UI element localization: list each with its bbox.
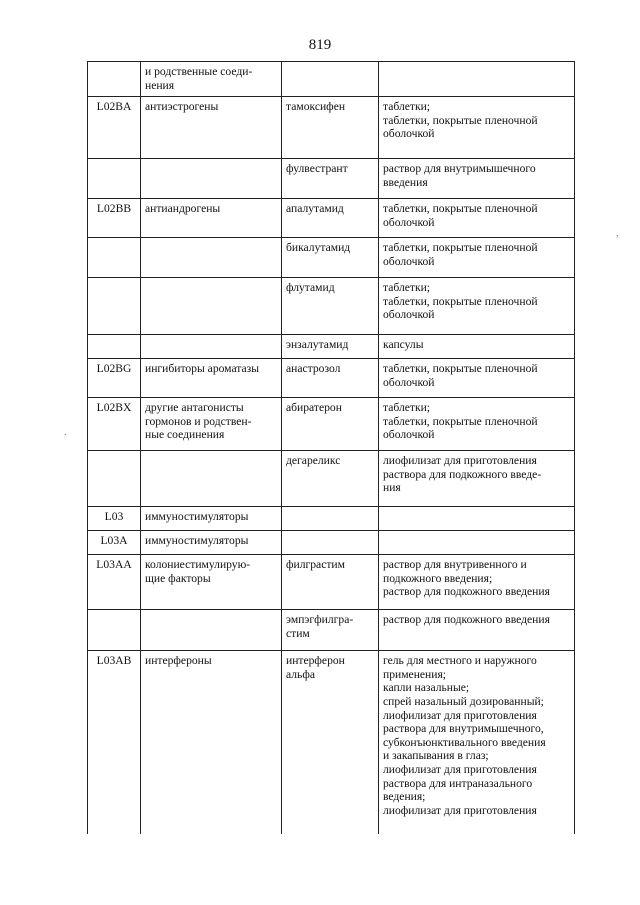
dosage-form-cell [379, 507, 575, 531]
drug-name-text: фулвестрант [286, 162, 348, 176]
drug-name-text: апалутамид [286, 202, 344, 216]
group-name-text: иммуностимуляторы [145, 534, 249, 548]
atc-code-text: L03A [100, 534, 128, 548]
group-name-cell [141, 507, 282, 531]
dosage-form-text: раствор для внутримышечного введения [383, 162, 536, 189]
group-name-text: интерфероны [145, 654, 212, 668]
dosage-form-text: раствор для подкожного введения [383, 613, 550, 627]
group-name-text: другие антагонисты гормонов и родствен- ные соединения [145, 401, 252, 442]
group-name-cell [141, 62, 282, 97]
group-name-cell [141, 555, 282, 610]
drug-name-cell [282, 335, 379, 359]
atc-code-cell [88, 507, 141, 531]
page-number: 819 [308, 37, 332, 53]
drug-classification-table [87, 61, 575, 834]
dosage-form-cell [379, 610, 575, 651]
atc-code-text: L02BB [96, 202, 132, 216]
margin-mark: , [616, 228, 619, 239]
group-name-cell [141, 238, 282, 278]
atc-code-text: L03 [104, 510, 124, 524]
dosage-form-cell [379, 651, 575, 834]
atc-code-text: L03AB [96, 654, 132, 668]
atc-code-cell [88, 555, 141, 610]
group-name-cell [141, 359, 282, 398]
dosage-form-text: таблетки; таблетки, покрытые пленочной оболочкой [383, 281, 538, 322]
drug-name-text: абиратерон [286, 401, 342, 415]
dosage-form-cell [379, 238, 575, 278]
drug-name-text: флутамид [286, 281, 335, 295]
group-name-cell [141, 451, 282, 507]
table-row [88, 507, 575, 531]
atc-code-cell [88, 359, 141, 398]
drug-name-cell [282, 159, 379, 199]
atc-code-cell [88, 531, 141, 555]
table-row [88, 651, 575, 834]
table-row [88, 62, 575, 97]
drug-name-text: филграстим [286, 558, 345, 572]
dosage-form-text: капсулы [383, 338, 424, 352]
dosage-form-text: таблетки, покрытые пленочной оболочкой [383, 202, 538, 229]
dosage-form-cell [379, 62, 575, 97]
dosage-form-text: гель для местного и наружного применения; капли назальные; спрей назальный дозированный; лиофилизат для приготовления раствора для внутримышечного, субконъюнктивального введения и закапывания в глаз; лиофилизат для приготовления раствора для интраназального ведения; лиофилизат для приготовления [383, 654, 546, 817]
table-row [88, 199, 575, 238]
dosage-form-cell [379, 159, 575, 199]
drug-name-cell [282, 555, 379, 610]
table-row [88, 159, 575, 199]
margin-mark: . [64, 427, 67, 438]
group-name-cell [141, 610, 282, 651]
drug-name-cell [282, 398, 379, 451]
group-name-cell [141, 531, 282, 555]
atc-code-cell [88, 97, 141, 159]
dosage-form-cell [379, 97, 575, 159]
drug-name-text: дегареликс [286, 454, 341, 468]
table-row [88, 531, 575, 555]
group-name-cell [141, 97, 282, 159]
table-row [88, 398, 575, 451]
group-name-cell [141, 398, 282, 451]
drug-name-cell [282, 507, 379, 531]
table-row [88, 278, 575, 335]
atc-code-cell [88, 238, 141, 278]
atc-code-cell [88, 278, 141, 335]
group-name-text: антиэстрогены [145, 100, 219, 114]
drug-name-cell [282, 451, 379, 507]
dosage-form-cell [379, 278, 575, 335]
atc-code-cell [88, 398, 141, 451]
atc-code-cell [88, 159, 141, 199]
drug-name-cell [282, 97, 379, 159]
table-row [88, 359, 575, 398]
drug-name-cell [282, 238, 379, 278]
table-row [88, 555, 575, 610]
group-name-text: ингибиторы ароматазы [145, 362, 260, 376]
group-name-text: колониестимулирую- щие факторы [145, 558, 251, 585]
drug-name-cell [282, 651, 379, 834]
atc-code-cell [88, 62, 141, 97]
dosage-form-text: раствор для внутривенного и подкожного введения; раствор для подкожного введения [383, 558, 550, 599]
group-name-cell [141, 159, 282, 199]
group-name-text: и родственные соеди- нения [145, 65, 253, 92]
group-name-cell [141, 278, 282, 335]
group-name-cell [141, 651, 282, 834]
drug-name-cell [282, 278, 379, 335]
atc-code-cell [88, 610, 141, 651]
dosage-form-cell [379, 359, 575, 398]
table-body [88, 62, 575, 834]
atc-code-text: L02BG [96, 362, 132, 376]
atc-code-cell [88, 451, 141, 507]
drug-name-text: эмпэгфилгра- стим [286, 613, 354, 640]
dosage-form-text: таблетки; таблетки, покрытые пленочной оболочкой [383, 100, 538, 141]
dosage-form-text: таблетки, покрытые пленочной оболочкой [383, 241, 538, 268]
dosage-form-text: таблетки; таблетки, покрытые пленочной оболочкой [383, 401, 538, 442]
drug-name-text: анастрозол [286, 362, 341, 376]
group-name-text: иммуностимуляторы [145, 510, 249, 524]
dosage-form-cell [379, 199, 575, 238]
group-name-cell [141, 199, 282, 238]
drug-name-cell [282, 62, 379, 97]
drug-name-cell [282, 199, 379, 238]
dosage-form-cell [379, 398, 575, 451]
dosage-form-text: таблетки, покрытые пленочной оболочкой [383, 362, 538, 389]
drug-name-text: интерферон альфа [286, 654, 345, 681]
table-row [88, 238, 575, 278]
dosage-form-cell [379, 451, 575, 507]
drug-name-text: энзалутамид [286, 338, 349, 352]
drug-name-cell [282, 531, 379, 555]
table-row [88, 335, 575, 359]
table-row [88, 610, 575, 651]
drug-name-text: бикалутамид [286, 241, 351, 255]
drug-name-cell [282, 359, 379, 398]
atc-code-cell [88, 335, 141, 359]
atc-code-text: L02BA [96, 100, 132, 114]
atc-code-cell [88, 199, 141, 238]
group-name-cell [141, 335, 282, 359]
dosage-form-cell [379, 335, 575, 359]
atc-code-text: L03AA [96, 558, 132, 572]
drug-name-text: тамоксифен [286, 100, 346, 114]
atc-code-cell [88, 651, 141, 834]
drug-name-cell [282, 610, 379, 651]
atc-code-text: L02BX [96, 401, 132, 415]
table-row [88, 451, 575, 507]
dosage-form-text: лиофилизат для приготовления раствора для подкожного введе- ния [383, 454, 542, 495]
dosage-form-cell [379, 531, 575, 555]
table-row [88, 97, 575, 159]
group-name-text: антиандрогены [145, 202, 221, 216]
dosage-form-cell [379, 555, 575, 610]
